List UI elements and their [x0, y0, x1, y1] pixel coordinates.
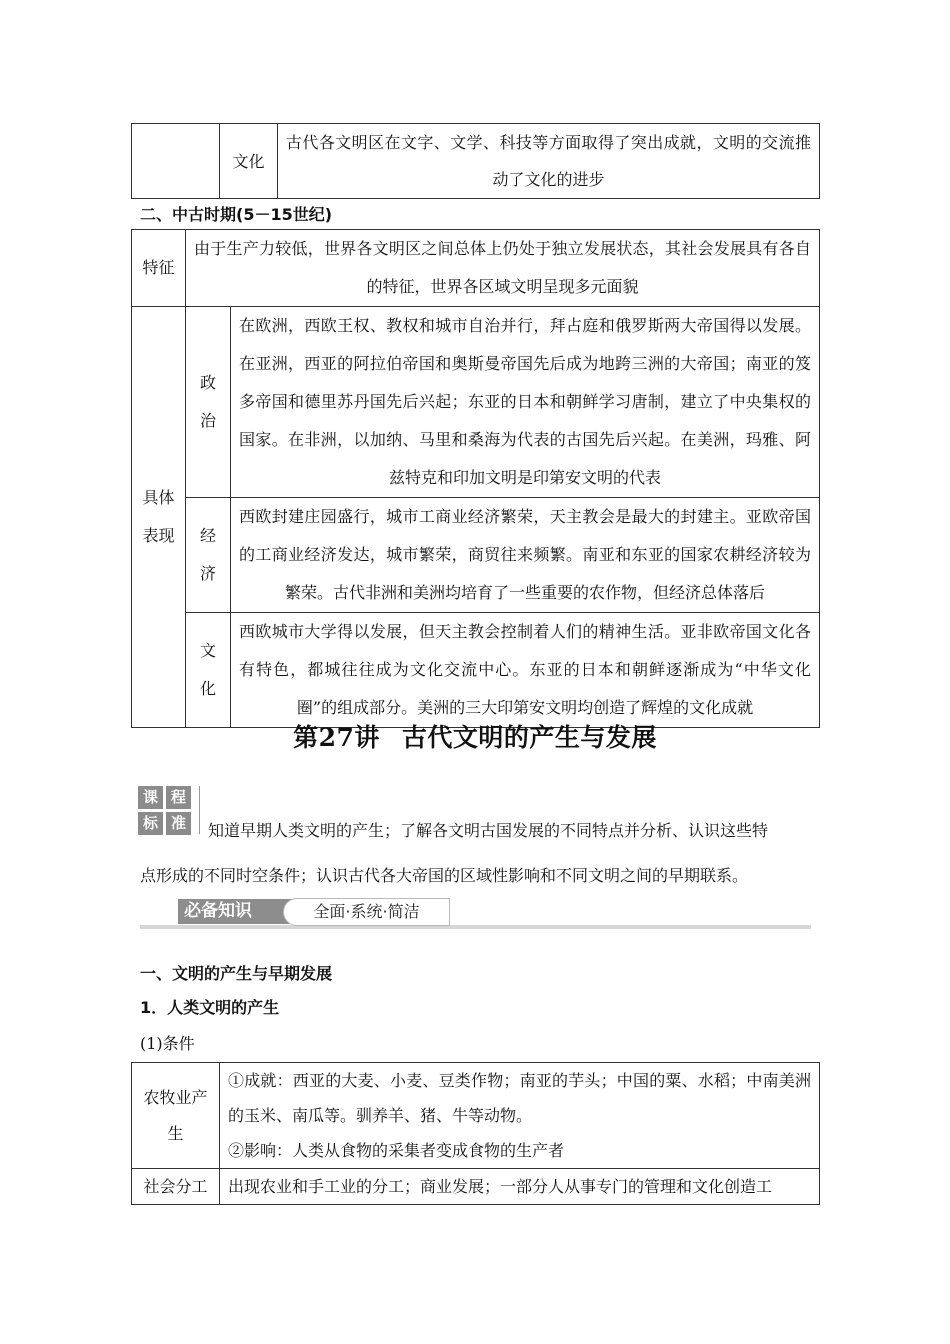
section-heading: 一、文明的产生与早期发展 [140, 964, 333, 983]
culture-label-char: 化 [199, 679, 216, 698]
table-row [132, 613, 820, 728]
standard-text-line: 点形成的不同时空条件；认识古代各大帝国的区域性影响和不同文明之间的早期联系。 [140, 866, 749, 885]
table-row [132, 1169, 820, 1205]
condition-heading: (1)条件 [140, 1034, 195, 1053]
feature-label: 特征 [132, 230, 186, 307]
chapter-number: 第27讲 [293, 723, 380, 752]
agriculture-text-cell [220, 1063, 820, 1169]
badge-char: 标 [138, 812, 163, 835]
badge-char: 课 [138, 786, 163, 809]
row-text: 古代各文明区在文字、文学、科技等方面取得了突出成就，文明的交流推动了文化的进步 [278, 124, 820, 199]
table-row [132, 124, 820, 199]
group-label: 具体 表现 [142, 488, 175, 545]
curriculum-standard-badge [138, 784, 198, 836]
agriculture-label-cell [132, 1063, 220, 1169]
badge-divider [199, 786, 200, 834]
subsection-heading: 1．人类文明的产生 [140, 998, 280, 1017]
division-text: 出现农业和手工业的分工；商业发展；一部分人从事专门的管理和文化创造工 [220, 1169, 820, 1205]
table-row [132, 230, 820, 307]
agriculture-label: 农牧业产 生 [143, 1087, 208, 1143]
division-label: 社会分工 [132, 1169, 220, 1205]
chapter-title [0, 718, 950, 754]
politics-text: 在欧洲，西欧王权、教权和城市自治并行，拜占庭和俄罗斯两大帝国得以发展。在亚洲，西亚的阿拉伯帝国和奥斯曼帝国先后成为地跨三洲的大帝国；南亚的笈多帝国和德里苏丹国先后兴起；东亚的日本和朝鲜学习唐制，建立了中央集权的国家。在非洲，以加纳、马里和桑海为代表的古国先后兴起。在美洲，玛雅、阿兹特克和印加文明是印第安文明的代表 [231, 307, 820, 498]
row-label: 文化 [220, 124, 278, 199]
group-label-cell [132, 307, 186, 728]
feature-text: 由于生产力较低，世界各文明区之间总体上仍处于独立发展状态，其社会发展具有各自的特征，世界各区域文明呈现多元面貌 [186, 230, 820, 307]
economy-label-char: 济 [199, 564, 216, 583]
section-heading-middle-ages: 二、中古时期(5－15世纪) [140, 205, 333, 224]
badge-char: 程 [166, 786, 191, 809]
chapter-name: 古代文明的产生与发展 [401, 723, 657, 752]
table-row [132, 498, 820, 613]
table-row [132, 307, 820, 498]
politics-label-cell [186, 307, 231, 498]
empty-cell [132, 124, 220, 199]
badge-char: 准 [166, 812, 191, 835]
economy-label-cell [186, 498, 231, 613]
knowledge-banner [140, 897, 811, 930]
impact-text: ②影响：人类从食物的采集者变成食物的生产者 [228, 1141, 565, 1160]
economy-label-char: 经 [199, 526, 216, 545]
politics-label-char: 政 [199, 373, 216, 392]
standard-text-line: 知道早期人类文明的产生；了解各文明古国发展的不同特点并分析、认识这些特 [208, 821, 769, 840]
banner-label: 必备知识 [184, 901, 252, 921]
civilization-conditions-table [131, 1062, 820, 1205]
economy-text: 西欧封建庄园盛行，城市工商业经济繁荣，天主教会是最大的封建主。亚欧帝国的工商业经济发达，城市繁荣，商贸往来频繁。南亚和东亚的国家农耕经济较为繁荣。古代非洲和美洲均培育了一些重要的农作物，但经济总体落后 [231, 498, 820, 613]
achievement-text: ①成就：西亚的大麦、小麦、豆类作物；南亚的芋头；中国的粟、水稻；中南美洲的玉米、南瓜等。驯养羊、猪、牛等动物。 [228, 1071, 811, 1125]
table-row [132, 1063, 820, 1169]
top-continued-table [131, 123, 820, 199]
politics-label-char: 治 [199, 411, 216, 430]
banner-subtitle: 全面·系统·简洁 [283, 898, 450, 926]
culture-label-cell [186, 613, 231, 728]
banner-underline [140, 925, 811, 929]
culture-label-char: 文 [199, 641, 216, 660]
middle-ages-table [131, 229, 820, 728]
culture-text: 西欧城市大学得以发展，但天主教会控制着人们的精神生活。亚非欧帝国文化各有特色，都城往往成为文化交流中心。东亚的日本和朝鲜逐渐成为“中华文化圈”的组成部分。美洲的三大印第安文明均创造了辉煌的文化成就 [231, 613, 820, 728]
